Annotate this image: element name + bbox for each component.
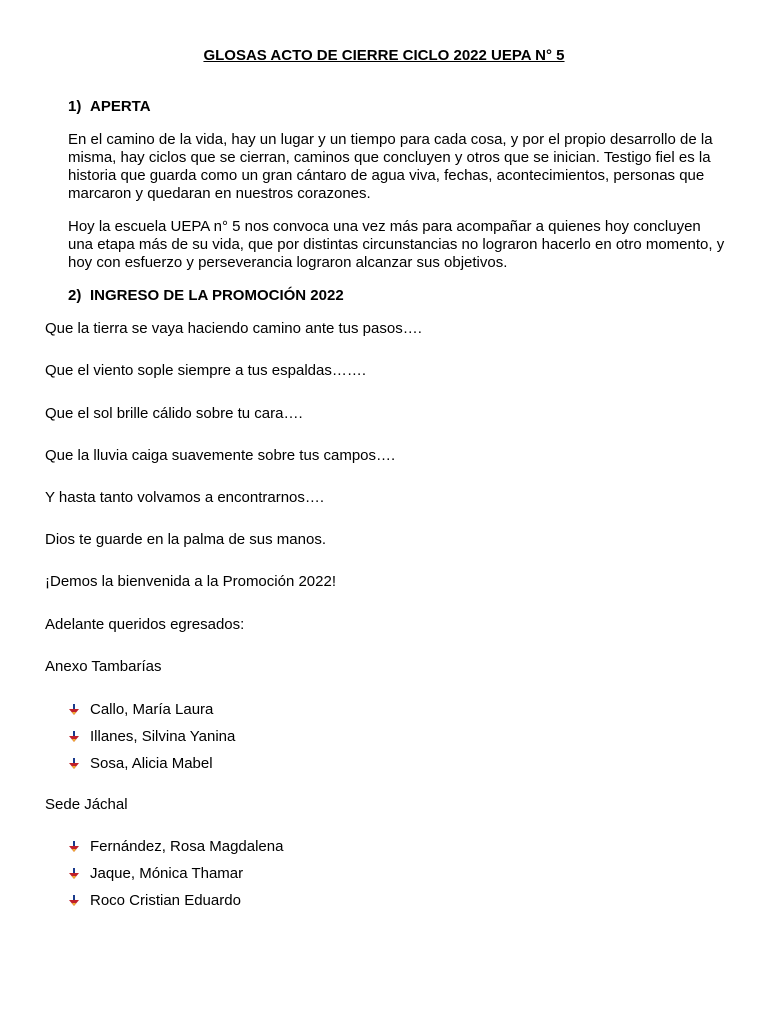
student-name: Illanes, Silvina Yanina (90, 728, 236, 745)
apertura-paragraph-1: En el camino de la vida, hay un lugar y un tiempo para cada cosa, y por el propio desarrollo de la misma, hay ciclos que se cierran, caminos que concluyen y otros que se inician. Testigo fiel es la historia que guarda como un gran cántaro de agua viva, fechas, acontecimientos, personas que marcaron y quedaran en nuestros corazones. (68, 131, 713, 202)
welcome-line: ¡Demos la bienvenida a la Promoción 2022! (45, 573, 336, 590)
student-name: Roco Cristian Eduardo (90, 892, 241, 909)
arrow-down-bullet-icon (68, 841, 80, 853)
section-heading-apertura (68, 98, 151, 116)
list-item (68, 755, 235, 782)
arrow-down-bullet-icon (68, 758, 80, 770)
section-number: 2) (68, 287, 82, 304)
list-item (68, 701, 235, 728)
verse-line: Que el viento sople siempre a tus espaldas……. (45, 362, 366, 379)
verse-line: Y hasta tanto volvamos a encontrarnos…. (45, 489, 325, 506)
section-title: INGRESO DE LA PROMOCIÓN 2022 (90, 287, 344, 304)
group-name-anexo: Anexo Tambarías (45, 658, 162, 675)
intro-line: Adelante queridos egresados: (45, 616, 245, 633)
apertura-paragraph-2: Hoy la escuela UEPA n° 5 nos convoca una vez más para acompañar a quienes hoy concluyen una etapa más de su vida, que por distintas circunstancias no lograron hacerlo en otro momento, y hoy con esfuerzo y perseverancia lograron alcanzar sus objetivos. (68, 218, 725, 271)
arrow-down-bullet-icon (68, 895, 80, 907)
verse-line: Que el sol brille cálido sobre tu cara…. (45, 405, 303, 422)
list-item (68, 865, 283, 892)
list-item (68, 838, 283, 865)
document-title: GLOSAS ACTO DE CIERRE CICLO 2022 UEPA N° 5 (203, 47, 565, 64)
student-list-anexo (68, 701, 235, 782)
verse-line: Que la lluvia caiga suavemente sobre tus campos…. (45, 447, 396, 464)
student-list-sede (68, 838, 283, 919)
section-title: APERTA (90, 98, 151, 115)
arrow-down-bullet-icon (68, 731, 80, 743)
student-name: Callo, María Laura (90, 701, 214, 718)
section-number: 1) (68, 98, 82, 115)
student-name: Fernández, Rosa Magdalena (90, 838, 284, 855)
arrow-down-bullet-icon (68, 868, 80, 880)
section-heading-ingreso (68, 287, 344, 305)
verse-line: Dios te guarde en la palma de sus manos. (45, 531, 326, 548)
group-name-sede: Sede Jáchal (45, 796, 128, 813)
list-item (68, 728, 235, 755)
list-item (68, 892, 283, 919)
arrow-down-bullet-icon (68, 704, 80, 716)
verse-line: Que la tierra se vaya haciendo camino ante tus pasos…. (45, 320, 422, 337)
student-name: Sosa, Alicia Mabel (90, 755, 213, 772)
student-name: Jaque, Mónica Thamar (90, 865, 244, 882)
